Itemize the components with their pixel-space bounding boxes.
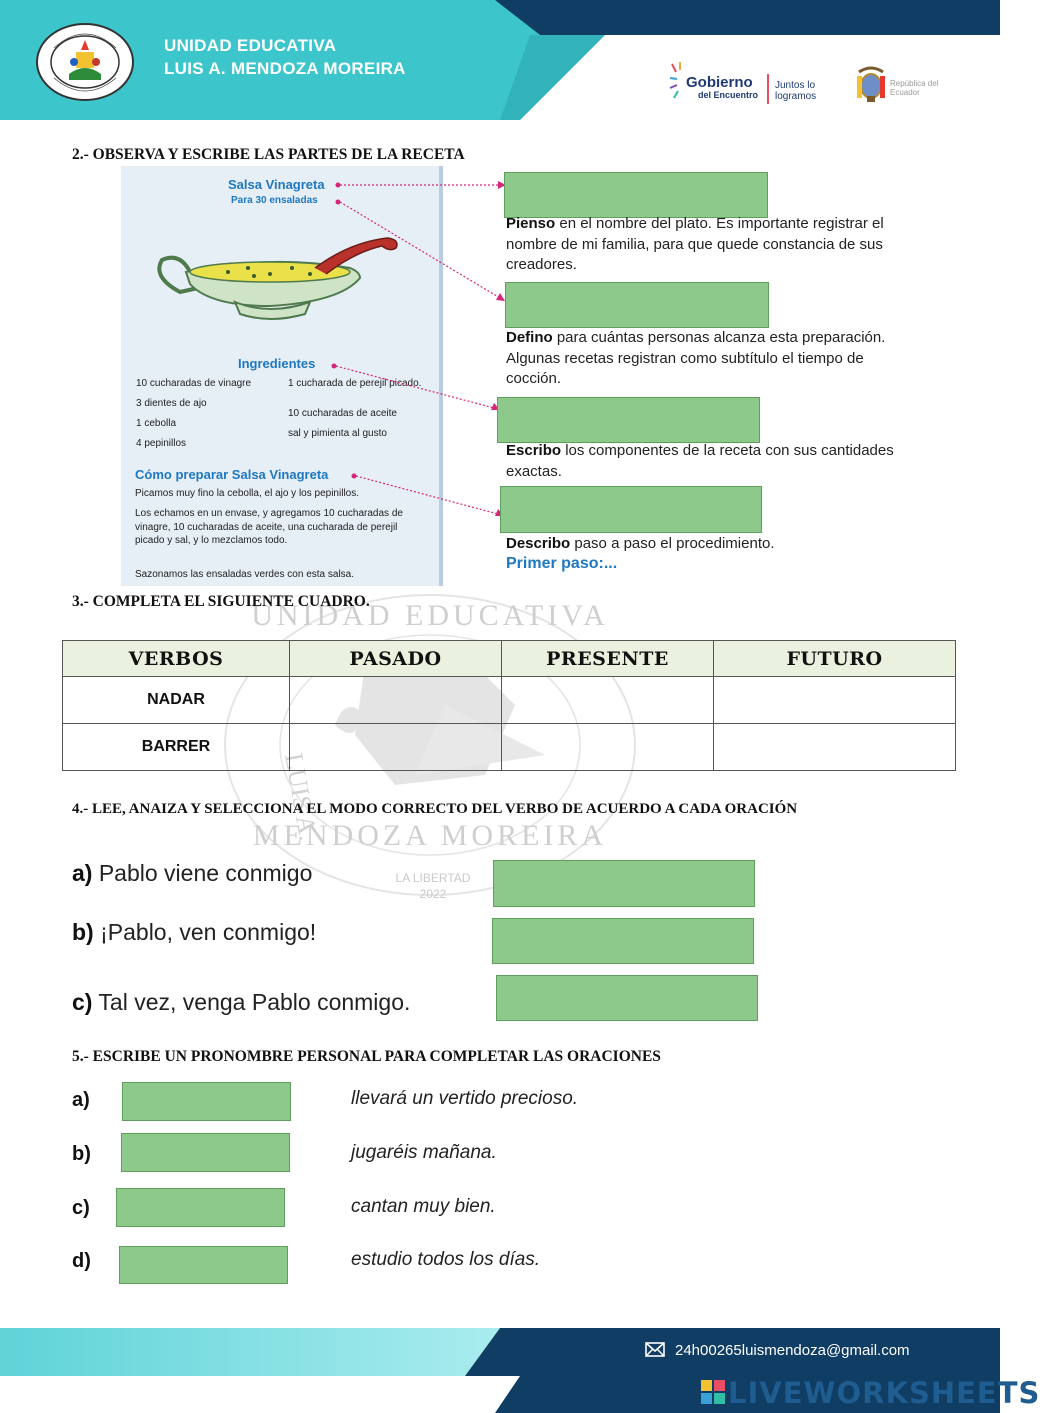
part-description-4 xyxy=(506,534,896,555)
pronoun-answer-b[interactable] xyxy=(121,1133,290,1172)
ingredient-item: 10 cucharadas de vinagre xyxy=(136,378,252,389)
futuro-input-cell[interactable] xyxy=(714,724,956,771)
recipe-subtitle: Para 30 ensaladas xyxy=(231,195,318,206)
republica-text: República del Ecuador xyxy=(890,79,939,97)
sentence-text: ¡Pablo, ven conmigo! xyxy=(93,919,317,945)
sentence-letter: c) xyxy=(72,989,93,1015)
watermark-year: 2022 xyxy=(419,887,447,901)
sentence-b xyxy=(72,919,316,946)
futuro-input-cell[interactable] xyxy=(714,677,956,724)
verb-mode-answer-a[interactable] xyxy=(493,860,755,907)
ingredient-item: 4 pepinillos xyxy=(136,438,187,449)
pronoun-answer-d[interactable] xyxy=(119,1246,288,1284)
liveworksheets-brand: LIVEWORKSHEETS xyxy=(728,1376,1040,1410)
pronoun-sentence: cantan muy bien. xyxy=(351,1196,496,1217)
verbs-table xyxy=(62,640,956,771)
pronoun-answer-a[interactable] xyxy=(122,1082,291,1121)
verb-cell: NADAR xyxy=(63,677,290,724)
ingredient-item: 10 cucharadas de aceite xyxy=(288,408,397,419)
pasado-input-cell[interactable] xyxy=(290,724,502,771)
gobierno-logo-subtext: del Encuentro xyxy=(698,90,759,100)
method-step: Los echamos en un envase, y agregamos 10 cucharadas de vinagre, 10 cucharadas de aceite, una cucharada de perejil picado y sal, y lo mezclamos todo. xyxy=(135,508,403,546)
presente-input-cell[interactable] xyxy=(502,724,714,771)
table-header-row xyxy=(63,641,956,677)
column-header: PASADO xyxy=(290,641,502,677)
recipe-part-answer-2[interactable] xyxy=(505,282,769,328)
pronoun-sentence: jugaréis mañana. xyxy=(351,1142,497,1163)
pasado-input-cell[interactable] xyxy=(290,677,502,724)
recipe-part-answer-1[interactable] xyxy=(504,172,768,218)
school-name-line2: LUIS A. MENDOZA MOREIRA xyxy=(164,59,406,78)
method-heading: Cómo preparar Salsa Vinagreta xyxy=(135,467,329,482)
recipe-title: Salsa Vinagreta xyxy=(228,177,325,192)
watermark-place: LA LIBERTAD xyxy=(395,871,471,885)
section3-heading: 3.- COMPLETA EL SIGUIENTE CUADRO. xyxy=(72,593,370,610)
part-description-1 xyxy=(506,214,886,276)
ingredients-heading: Ingredientes xyxy=(238,356,316,371)
method-step: Picamos muy fino la cebolla, el ajo y los pepinillos. xyxy=(135,488,359,499)
part-keyword: Escribo xyxy=(506,442,562,459)
footer-email: 24h00265luismendoza@gmail.com xyxy=(675,1342,910,1359)
sentence-text: Tal vez, venga Pablo conmigo. xyxy=(92,989,411,1015)
part-text: en el nombre del plato. Es importante registrar el nombre de mi familia, para que quede constancia de sus creadores. xyxy=(506,215,884,273)
column-header: PRESENTE xyxy=(502,641,714,677)
gobierno-slogan: Juntos lo logramos xyxy=(775,80,817,102)
sentence-c xyxy=(72,989,410,1016)
table-row xyxy=(63,724,956,771)
pronoun-sentence: estudio todos los días. xyxy=(351,1249,541,1270)
part-text: para cuántas personas alcanza esta preparación. Algunas recetas registran como subtítulo el tiempo de cocción. xyxy=(506,329,886,387)
watermark-top: UNIDAD EDUCATIVA xyxy=(251,599,609,632)
first-step-label: Primer paso:... xyxy=(506,555,618,572)
pronoun-letter: b) xyxy=(72,1143,91,1165)
part-description-2 xyxy=(506,328,886,390)
gobierno-logo-text: Gobierno xyxy=(686,74,753,91)
section2-heading: 2.- OBSERVA Y ESCRIBE LAS PARTES DE LA RECETA xyxy=(72,146,465,163)
ingredient-item: 1 cucharada de perejil picado. xyxy=(288,378,422,389)
column-header: VERBOS xyxy=(63,641,290,677)
verb-mode-answer-c[interactable] xyxy=(496,975,758,1021)
pronoun-letter: a) xyxy=(72,1089,90,1111)
school-name-line1: UNIDAD EDUCATIVA xyxy=(164,36,337,55)
part-text: los componentes de la receta con sus cantidades exactas. xyxy=(506,442,894,480)
watermark-bottom: MENDOZA MOREIRA xyxy=(252,819,608,852)
sentence-letter: a) xyxy=(72,860,93,886)
ingredient-item: 3 dientes de ajo xyxy=(136,398,207,409)
sentence-text: Pablo viene conmigo xyxy=(92,860,313,886)
liveworksheets-logo-icon xyxy=(701,1380,725,1404)
section5-heading: 5.- ESCRIBE UN PRONOMBRE PERSONAL PARA COMPLETAR LAS ORACIONES xyxy=(72,1048,661,1065)
verb-cell: BARRER xyxy=(63,724,290,771)
watermark-left: LUIS A. xyxy=(279,751,323,843)
ingredient-item: sal y pimienta al gusto xyxy=(288,428,387,439)
ingredient-item: 1 cebolla xyxy=(136,418,177,429)
sentence-letter: b) xyxy=(72,919,94,945)
column-header: FUTURO xyxy=(714,641,956,677)
pronoun-answer-c[interactable] xyxy=(116,1188,285,1227)
mail-icon xyxy=(645,1342,665,1357)
sentence-a xyxy=(72,860,312,887)
pronoun-sentence: llevará un vertido precioso. xyxy=(351,1088,579,1109)
part-keyword: Describo xyxy=(506,535,571,552)
recipe-part-answer-3[interactable] xyxy=(497,397,760,443)
part-keyword: Defino xyxy=(506,329,553,346)
part-keyword: Pienso xyxy=(506,215,556,232)
presente-input-cell[interactable] xyxy=(502,677,714,724)
table-row xyxy=(63,677,956,724)
recipe-part-answer-4[interactable] xyxy=(500,486,762,533)
verb-mode-answer-b[interactable] xyxy=(492,918,754,964)
part-description-3 xyxy=(506,441,896,482)
part-text: paso a paso el procedimiento. xyxy=(570,535,775,552)
section4-heading: 4.- LEE, ANAIZA Y SELECCIONA EL MODO CORRECTO DEL VERBO DE ACUERDO A CADA ORACIÓN xyxy=(72,801,798,817)
pronoun-letter: d) xyxy=(72,1250,91,1272)
pronoun-letter: c) xyxy=(72,1197,90,1219)
method-step: Sazonamos las ensaladas verdes con esta salsa. xyxy=(135,569,355,580)
